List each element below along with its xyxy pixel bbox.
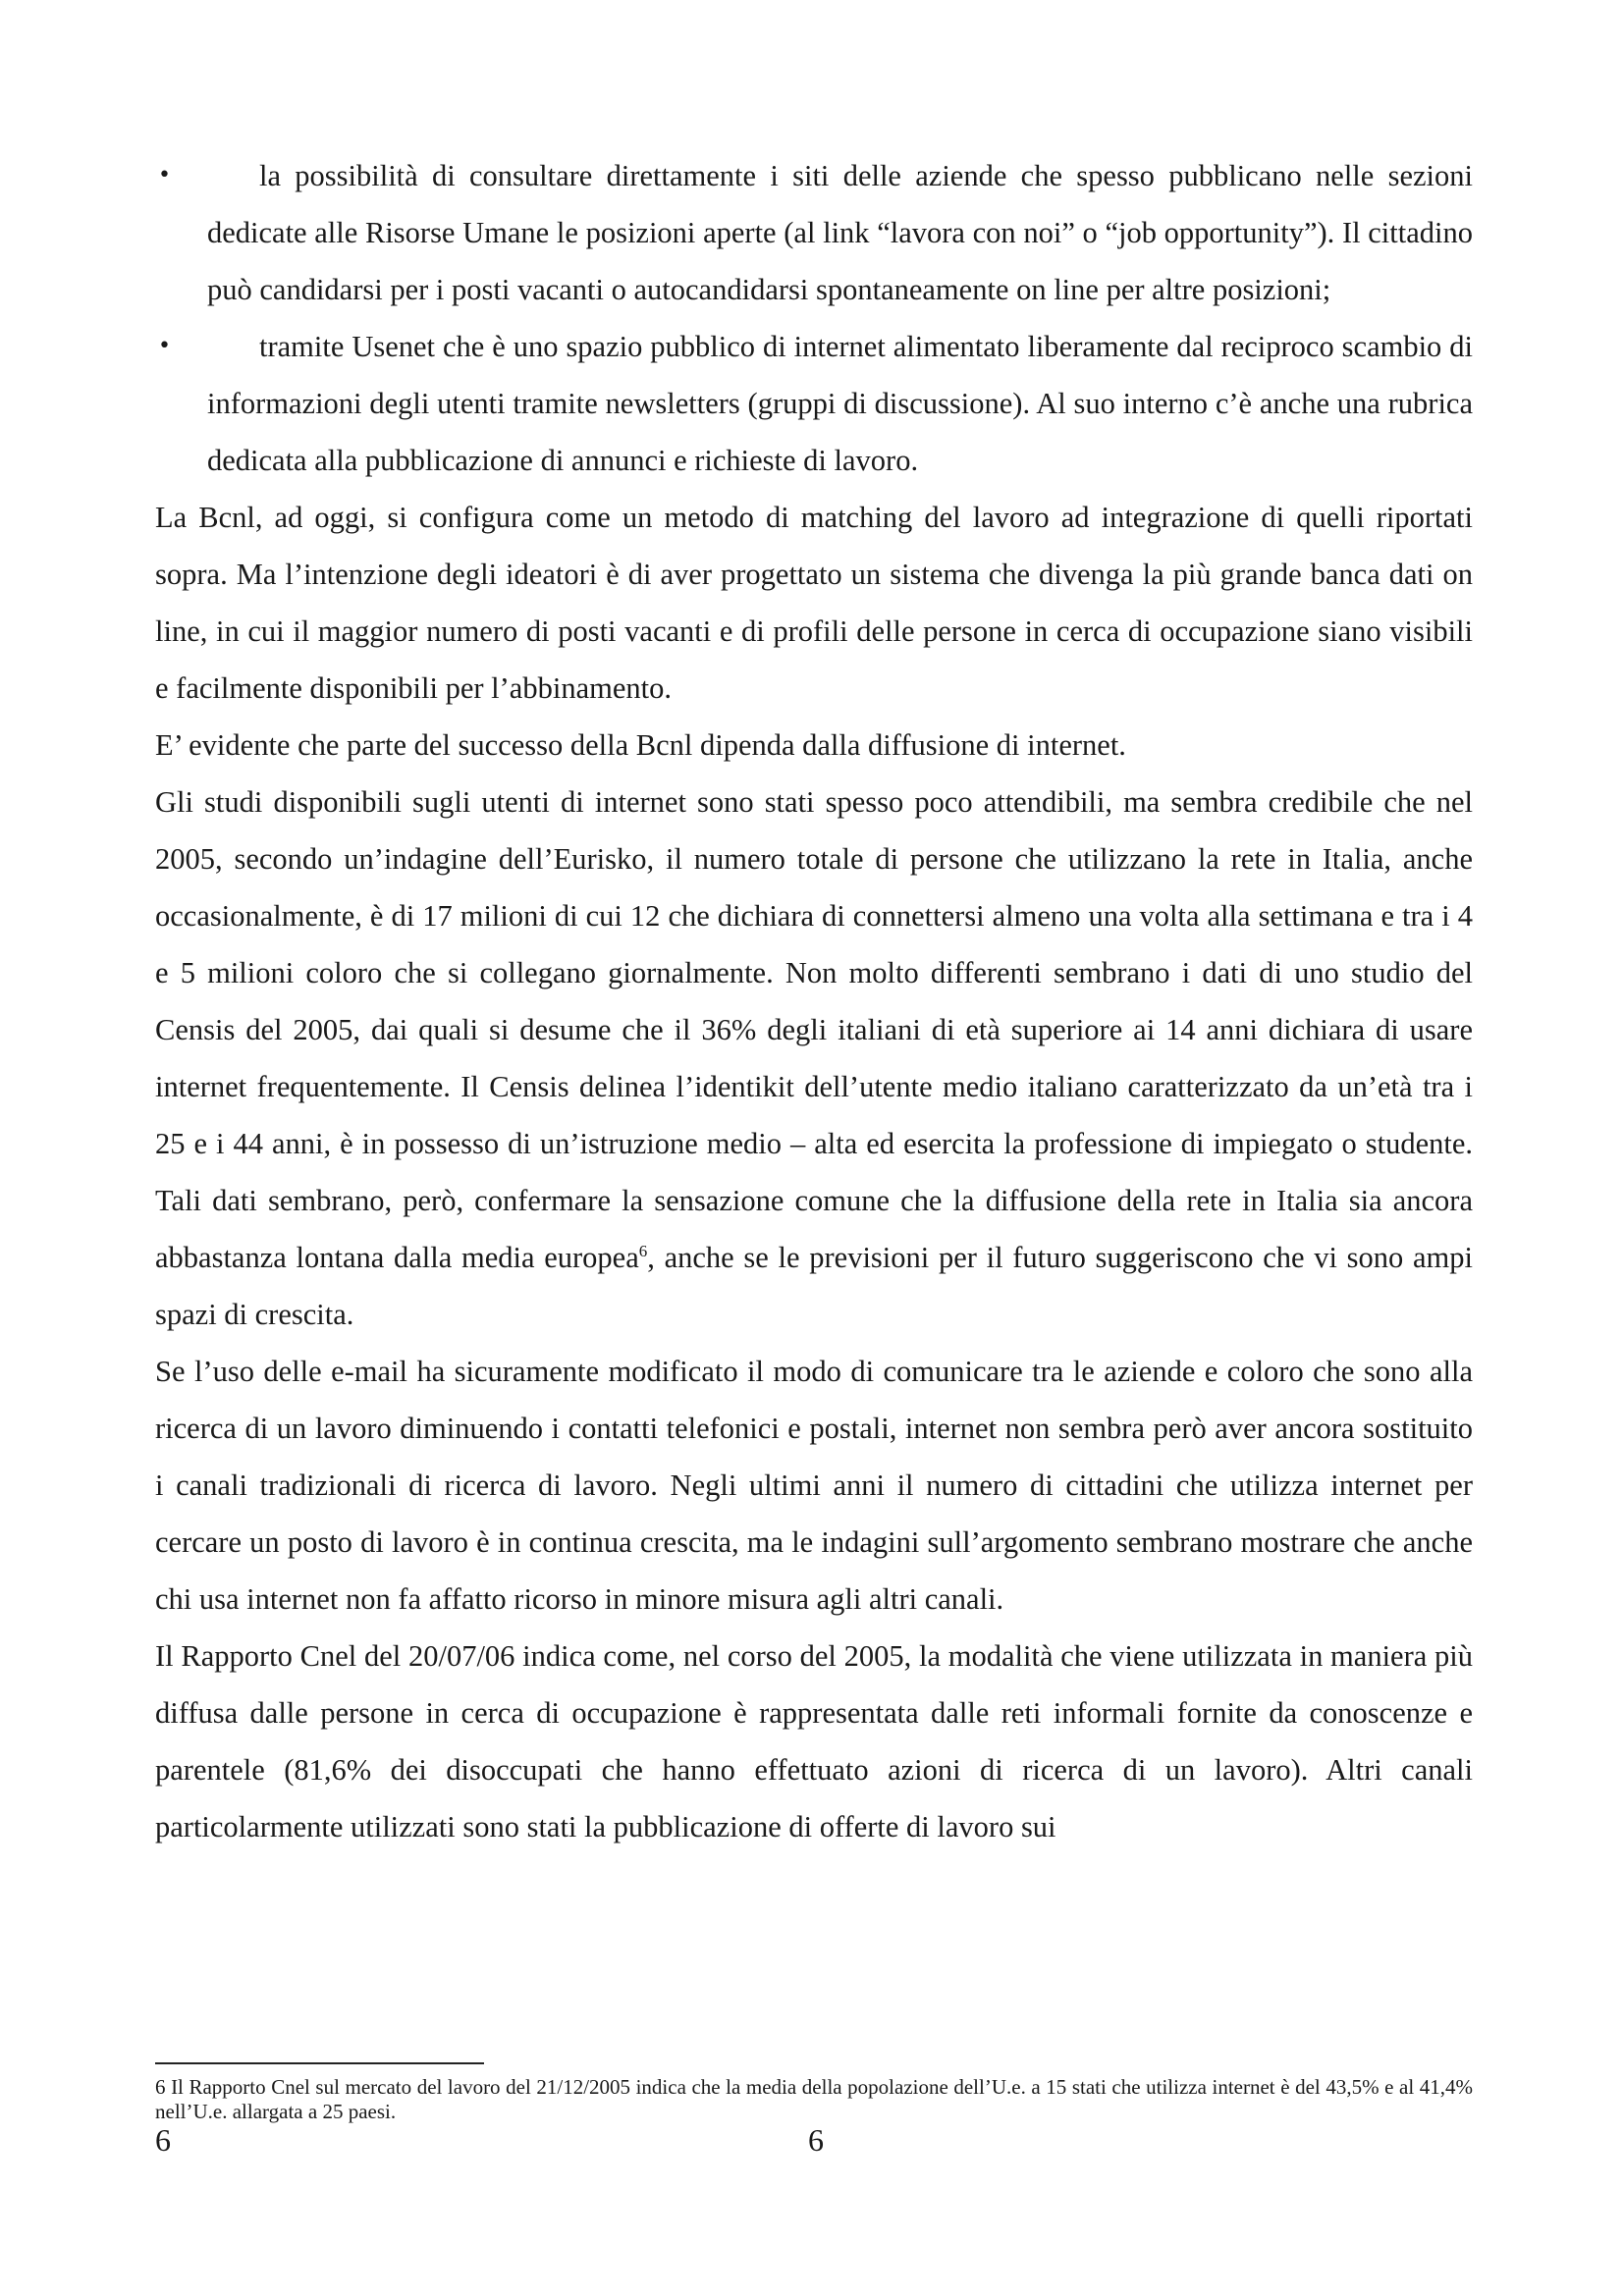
paragraph-text: Gli studi disponibili sugli utenti di internet sono stati spesso poco attendibili, ma sembra credibile che nel 2005, secondo un’indagine dell’Eurisko, il numero totale di persone che utilizzano la rete in Italia, anche occasionalmente, è di 17 milioni di cui 12 che dichiara di connettersi almeno una volta alla settimana e tra i 4 e 5 milioni coloro che si collegano giornalmente. Non molto differenti sembrano i dati di uno studio del Censis del 2005, dai quali si desume che il 36% degli italiani di età superiore ai 14 anni dichiara di usare internet frequentemente. Il Censis delinea l’identikit dell’utente medio italiano caratterizzato da un’età tra i 25 e i 44 anni, è in possesso di un’istruzione medio – alta ed esercita la professione di impiegato o studente. Tali dati sembrano, però, confermare la sensazione comune che la diffusione della rete in Italia sia ancora abbastanza lontana dalla media europea — [155, 785, 1473, 1274]
body-text — [155, 147, 1473, 1855]
page-number-center: 6 — [808, 2122, 824, 2158]
bullet-icon: • — [158, 334, 171, 358]
paragraph: Se l’uso delle e-mail ha sicuramente modificato il modo di comunicare tra le aziende e coloro che sono alla ricerca di un lavoro diminuendo i contatti telefonici e postali, internet non sembra però aver ancora sostituito i canali tradizionali di ricerca di lavoro. Negli ultimi anni il numero di cittadini che utilizza internet per cercare un posto di lavoro è in continua crescita, ma le indagini sull’argomento sembrano mostrare che anche chi usa internet non fa affatto ricorso in minore misura agli altri canali. — [155, 1355, 1473, 1616]
bullet-item — [155, 147, 1473, 318]
paragraph: La Bcnl, ad oggi, si configura come un metodo di matching del lavoro ad integrazione di quelli riportati sopra. Ma l’intenzione degli ideatori è di aver progettato un sistema che divenga la più grande banca dati on line, in cui il maggior numero di posti vacanti e di profili delle persone in cerca di occupazione siano visibili e facilmente disponibili per l’abbinamento. — [155, 501, 1473, 705]
bullet-text: la possibilità di consultare direttamente i siti delle aziende che spesso pubblicano nelle sezioni dedicate alle Risorse Umane le posizioni aperte (al link “lavora con noi” o “job opportunity”). Il cittadino può candidarsi per i posti vacanti o autocandidarsi spontaneamente on line per altre posizioni; — [207, 159, 1473, 306]
footnote: 6 Il Rapporto Cnel sul mercato del lavoro del 21/12/2005 indica che la media della popolazione dell’U.e. a 15 stati che utilizza internet è del 43,5% e al 41,4% nell’U.e. allargata a 25 paesi. — [155, 2075, 1473, 2123]
page-number-left: 6 — [155, 2122, 171, 2158]
paragraph — [155, 774, 1473, 1343]
footnote-reference[interactable]: 6 — [638, 1241, 648, 1260]
paragraph: Il Rapporto Cnel del 20/07/06 indica come, nel corso del 2005, la modalità che viene utilizzata in maniera più diffusa dalle persone in cerca di occupazione è rappresentata dalle reti informali fornite da conoscenze e parentele (81,6% dei disoccupati che hanno effettuato azioni di ricerca di un lavoro). Altri canali particolarmente utilizzati sono stati la pubblicazione di offerte di lavoro sui — [155, 1639, 1473, 1843]
bullet-text: tramite Usenet che è uno spazio pubblico di internet alimentato liberamente dal reciproco scambio di informazioni degli utenti tramite newsletters (gruppi di discussione). Al suo interno c’è anche una rubrica dedicata alla pubblicazione di annunci e richieste di lavoro. — [207, 330, 1473, 477]
footnote-separator — [155, 2062, 484, 2064]
bullet-icon: • — [158, 163, 171, 187]
bullet-item — [155, 318, 1473, 489]
paragraph: E’ evidente che parte del successo della Bcnl dipenda dalla diffusione di internet. — [155, 728, 1126, 762]
paragraph-text: , anche se le previsioni per il futuro suggeriscono che vi sono ampi spazi di crescita. — [155, 1241, 1473, 1331]
